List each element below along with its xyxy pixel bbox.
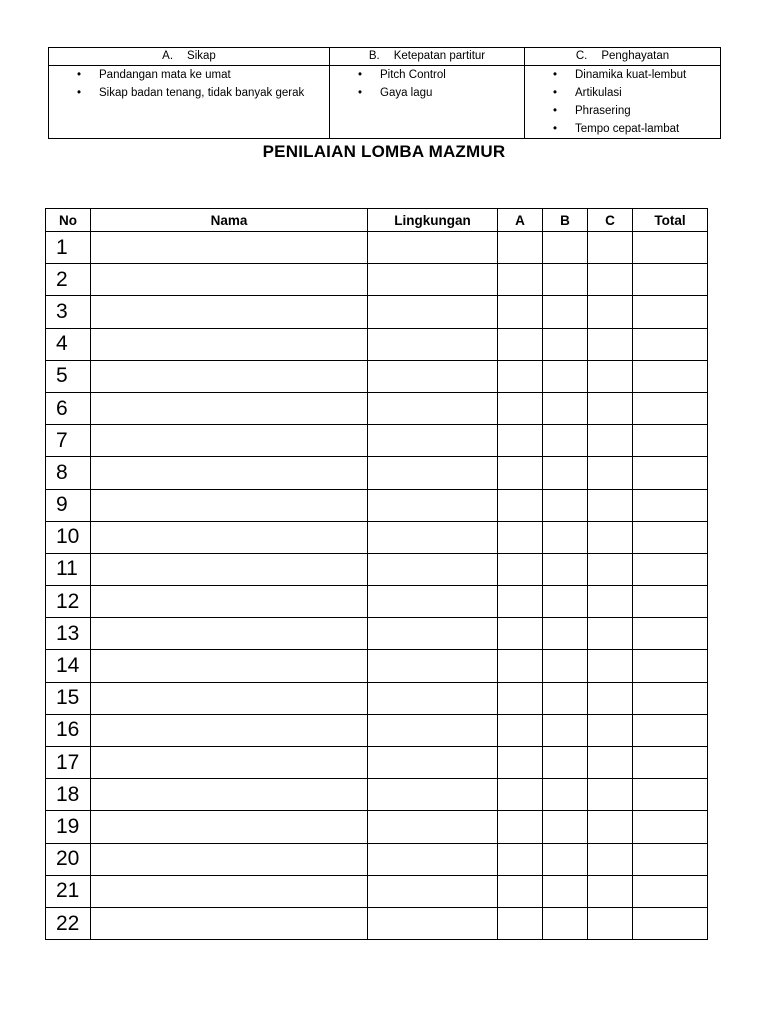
total-cell[interactable] <box>633 489 708 521</box>
score-a-cell[interactable] <box>498 264 543 296</box>
row-number: 2 <box>46 264 91 296</box>
score-a-cell[interactable] <box>498 682 543 714</box>
score-a-cell[interactable] <box>498 521 543 553</box>
header-c: C <box>588 209 633 232</box>
nama-cell[interactable] <box>91 618 368 650</box>
score-body <box>46 232 708 940</box>
score-a-cell[interactable] <box>498 843 543 875</box>
score-b-cell[interactable] <box>543 521 588 553</box>
score-a-cell[interactable] <box>498 907 543 939</box>
table-row <box>46 457 708 489</box>
criteria-item: • Pandangan mata ke umat <box>77 69 231 81</box>
lingkungan-cell[interactable] <box>368 457 498 489</box>
row-number: 13 <box>46 618 91 650</box>
criteria-items-row <box>49 66 721 139</box>
score-table <box>45 208 708 940</box>
score-c-cell[interactable] <box>588 232 633 264</box>
row-number: 17 <box>46 747 91 779</box>
lingkungan-cell[interactable] <box>368 328 498 360</box>
score-c-cell[interactable] <box>588 360 633 392</box>
total-cell[interactable] <box>633 553 708 585</box>
nama-cell[interactable] <box>91 328 368 360</box>
header-a: A <box>498 209 543 232</box>
lingkungan-cell[interactable] <box>368 779 498 811</box>
score-header-row <box>46 209 708 232</box>
lingkungan-cell[interactable] <box>368 392 498 424</box>
score-b-cell[interactable] <box>543 264 588 296</box>
nama-cell[interactable] <box>91 875 368 907</box>
table-row <box>46 682 708 714</box>
criteria-header-a: A. Sikap <box>49 48 330 66</box>
nama-cell[interactable] <box>91 392 368 424</box>
score-b-cell[interactable] <box>543 875 588 907</box>
score-a-cell[interactable] <box>498 392 543 424</box>
criteria-header-b: B. Ketepatan partitur <box>330 48 525 66</box>
criteria-item: • Artikulasi <box>553 87 622 99</box>
row-number: 6 <box>46 392 91 424</box>
total-cell[interactable] <box>633 779 708 811</box>
total-cell[interactable] <box>633 425 708 457</box>
header-nama: Nama <box>91 209 368 232</box>
criteria-cell-b <box>330 66 525 139</box>
score-a-cell[interactable] <box>498 618 543 650</box>
row-number: 20 <box>46 843 91 875</box>
criteria-list-c <box>525 66 720 138</box>
lingkungan-cell[interactable] <box>368 843 498 875</box>
score-c-cell[interactable] <box>588 264 633 296</box>
lingkungan-cell[interactable] <box>368 521 498 553</box>
table-row <box>46 843 708 875</box>
score-a-cell[interactable] <box>498 489 543 521</box>
table-row <box>46 618 708 650</box>
row-number: 10 <box>46 521 91 553</box>
total-cell[interactable] <box>633 392 708 424</box>
row-number: 12 <box>46 586 91 618</box>
criteria-list-a <box>49 66 329 102</box>
header-no: No <box>46 209 91 232</box>
score-c-cell[interactable] <box>588 586 633 618</box>
row-number: 16 <box>46 714 91 746</box>
total-cell[interactable] <box>633 264 708 296</box>
criteria-cell-c <box>525 66 721 139</box>
lingkungan-cell[interactable] <box>368 907 498 939</box>
lingkungan-cell[interactable] <box>368 360 498 392</box>
table-row <box>46 907 708 939</box>
nama-cell[interactable] <box>91 714 368 746</box>
total-cell[interactable] <box>633 650 708 682</box>
row-number: 9 <box>46 489 91 521</box>
score-a-cell[interactable] <box>498 586 543 618</box>
lingkungan-cell[interactable] <box>368 682 498 714</box>
nama-cell[interactable] <box>91 811 368 843</box>
score-b-cell[interactable] <box>543 843 588 875</box>
page-title: PENILAIAN LOMBA MAZMUR <box>262 142 506 161</box>
criteria-item: • Phrasering <box>553 105 631 117</box>
score-b-cell[interactable] <box>543 618 588 650</box>
score-c-cell[interactable] <box>588 714 633 746</box>
score-a-cell[interactable] <box>498 457 543 489</box>
table-row <box>46 811 708 843</box>
row-number: 15 <box>46 682 91 714</box>
lingkungan-cell[interactable] <box>368 489 498 521</box>
score-c-cell[interactable] <box>588 296 633 328</box>
row-number: 22 <box>46 907 91 939</box>
nama-cell[interactable] <box>91 232 368 264</box>
criteria-header-c: C. Penghayatan <box>525 48 721 66</box>
criteria-item: • Sikap badan tenang, tidak banyak gerak <box>77 87 305 99</box>
score-c-cell[interactable] <box>588 843 633 875</box>
score-a-cell[interactable] <box>498 553 543 585</box>
score-a-cell[interactable] <box>498 296 543 328</box>
score-b-cell[interactable] <box>543 360 588 392</box>
total-cell[interactable] <box>633 457 708 489</box>
total-cell[interactable] <box>633 296 708 328</box>
score-c-cell[interactable] <box>588 779 633 811</box>
lingkungan-cell[interactable] <box>368 747 498 779</box>
score-a-cell[interactable] <box>498 232 543 264</box>
score-c-cell[interactable] <box>588 489 633 521</box>
nama-cell[interactable] <box>91 586 368 618</box>
criteria-item: • Tempo cepat-lambat <box>553 123 680 135</box>
total-cell[interactable] <box>633 811 708 843</box>
score-b-cell[interactable] <box>543 682 588 714</box>
table-row <box>46 360 708 392</box>
row-number: 3 <box>46 296 91 328</box>
score-a-cell[interactable] <box>498 650 543 682</box>
table-row <box>46 264 708 296</box>
score-b-cell[interactable] <box>543 457 588 489</box>
score-a-cell[interactable] <box>498 811 543 843</box>
score-c-cell[interactable] <box>588 425 633 457</box>
score-b-cell[interactable] <box>543 586 588 618</box>
total-cell[interactable] <box>633 232 708 264</box>
row-number: 11 <box>46 553 91 585</box>
row-number: 19 <box>46 811 91 843</box>
score-a-cell[interactable] <box>498 425 543 457</box>
score-c-cell[interactable] <box>588 521 633 553</box>
score-b-cell[interactable] <box>543 232 588 264</box>
lingkungan-cell[interactable] <box>368 553 498 585</box>
table-row <box>46 489 708 521</box>
score-c-cell[interactable] <box>588 811 633 843</box>
table-row <box>46 747 708 779</box>
row-number: 5 <box>46 360 91 392</box>
lingkungan-cell[interactable] <box>368 618 498 650</box>
score-c-cell[interactable] <box>588 618 633 650</box>
row-number: 8 <box>46 457 91 489</box>
total-cell[interactable] <box>633 360 708 392</box>
table-row <box>46 521 708 553</box>
nama-cell[interactable] <box>91 843 368 875</box>
score-b-cell[interactable] <box>543 779 588 811</box>
criteria-item: • Gaya lagu <box>358 87 433 99</box>
nama-cell[interactable] <box>91 553 368 585</box>
nama-cell[interactable] <box>91 650 368 682</box>
header-total: Total <box>633 209 708 232</box>
lingkungan-cell[interactable] <box>368 264 498 296</box>
total-cell[interactable] <box>633 586 708 618</box>
score-b-cell[interactable] <box>543 907 588 939</box>
total-cell[interactable] <box>633 843 708 875</box>
score-c-cell[interactable] <box>588 650 633 682</box>
nama-cell[interactable] <box>91 360 368 392</box>
lingkungan-cell[interactable] <box>368 586 498 618</box>
score-a-cell[interactable] <box>498 328 543 360</box>
row-number: 7 <box>46 425 91 457</box>
score-a-cell[interactable] <box>498 714 543 746</box>
total-cell[interactable] <box>633 875 708 907</box>
table-row <box>46 875 708 907</box>
score-b-cell[interactable] <box>543 650 588 682</box>
score-c-cell[interactable] <box>588 907 633 939</box>
score-c-cell[interactable] <box>588 747 633 779</box>
criteria-item: • Pitch Control <box>358 69 446 81</box>
header-lingkungan: Lingkungan <box>368 209 498 232</box>
criteria-header-row <box>49 48 721 66</box>
criteria-list-b <box>330 66 524 102</box>
lingkungan-cell[interactable] <box>368 650 498 682</box>
score-c-cell[interactable] <box>588 553 633 585</box>
row-number: 4 <box>46 328 91 360</box>
score-b-cell[interactable] <box>543 811 588 843</box>
table-row <box>46 553 708 585</box>
score-a-cell[interactable] <box>498 779 543 811</box>
nama-cell[interactable] <box>91 264 368 296</box>
score-b-cell[interactable] <box>543 328 588 360</box>
total-cell[interactable] <box>633 682 708 714</box>
score-a-cell[interactable] <box>498 747 543 779</box>
score-c-cell[interactable] <box>588 682 633 714</box>
lingkungan-cell[interactable] <box>368 714 498 746</box>
nama-cell[interactable] <box>91 682 368 714</box>
score-b-cell[interactable] <box>543 747 588 779</box>
criteria-item: • Dinamika kuat-lembut <box>553 69 687 81</box>
lingkungan-cell[interactable] <box>368 425 498 457</box>
nama-cell[interactable] <box>91 747 368 779</box>
total-cell[interactable] <box>633 747 708 779</box>
table-row <box>46 779 708 811</box>
total-cell[interactable] <box>633 714 708 746</box>
score-b-cell[interactable] <box>543 392 588 424</box>
score-b-cell[interactable] <box>543 553 588 585</box>
score-b-cell[interactable] <box>543 714 588 746</box>
score-c-cell[interactable] <box>588 457 633 489</box>
nama-cell[interactable] <box>91 521 368 553</box>
total-cell[interactable] <box>633 521 708 553</box>
score-b-cell[interactable] <box>543 489 588 521</box>
score-a-cell[interactable] <box>498 360 543 392</box>
criteria-cell-a <box>49 66 330 139</box>
table-row <box>46 714 708 746</box>
score-c-cell[interactable] <box>588 392 633 424</box>
row-number: 1 <box>46 232 91 264</box>
row-number: 14 <box>46 650 91 682</box>
score-c-cell[interactable] <box>588 328 633 360</box>
lingkungan-cell[interactable] <box>368 875 498 907</box>
criteria-table <box>48 47 721 139</box>
row-number: 18 <box>46 779 91 811</box>
nama-cell[interactable] <box>91 907 368 939</box>
table-row <box>46 650 708 682</box>
nama-cell[interactable] <box>91 457 368 489</box>
lingkungan-cell[interactable] <box>368 232 498 264</box>
score-c-cell[interactable] <box>588 875 633 907</box>
table-row <box>46 425 708 457</box>
table-row <box>46 392 708 424</box>
score-b-cell[interactable] <box>543 425 588 457</box>
table-row <box>46 296 708 328</box>
nama-cell[interactable] <box>91 425 368 457</box>
table-row <box>46 328 708 360</box>
score-b-cell[interactable] <box>543 296 588 328</box>
table-row <box>46 586 708 618</box>
nama-cell[interactable] <box>91 779 368 811</box>
lingkungan-cell[interactable] <box>368 296 498 328</box>
total-cell[interactable] <box>633 328 708 360</box>
lingkungan-cell[interactable] <box>368 811 498 843</box>
nama-cell[interactable] <box>91 296 368 328</box>
header-b: B <box>543 209 588 232</box>
score-a-cell[interactable] <box>498 875 543 907</box>
nama-cell[interactable] <box>91 489 368 521</box>
row-number: 21 <box>46 875 91 907</box>
table-row <box>46 232 708 264</box>
total-cell[interactable] <box>633 907 708 939</box>
total-cell[interactable] <box>633 618 708 650</box>
